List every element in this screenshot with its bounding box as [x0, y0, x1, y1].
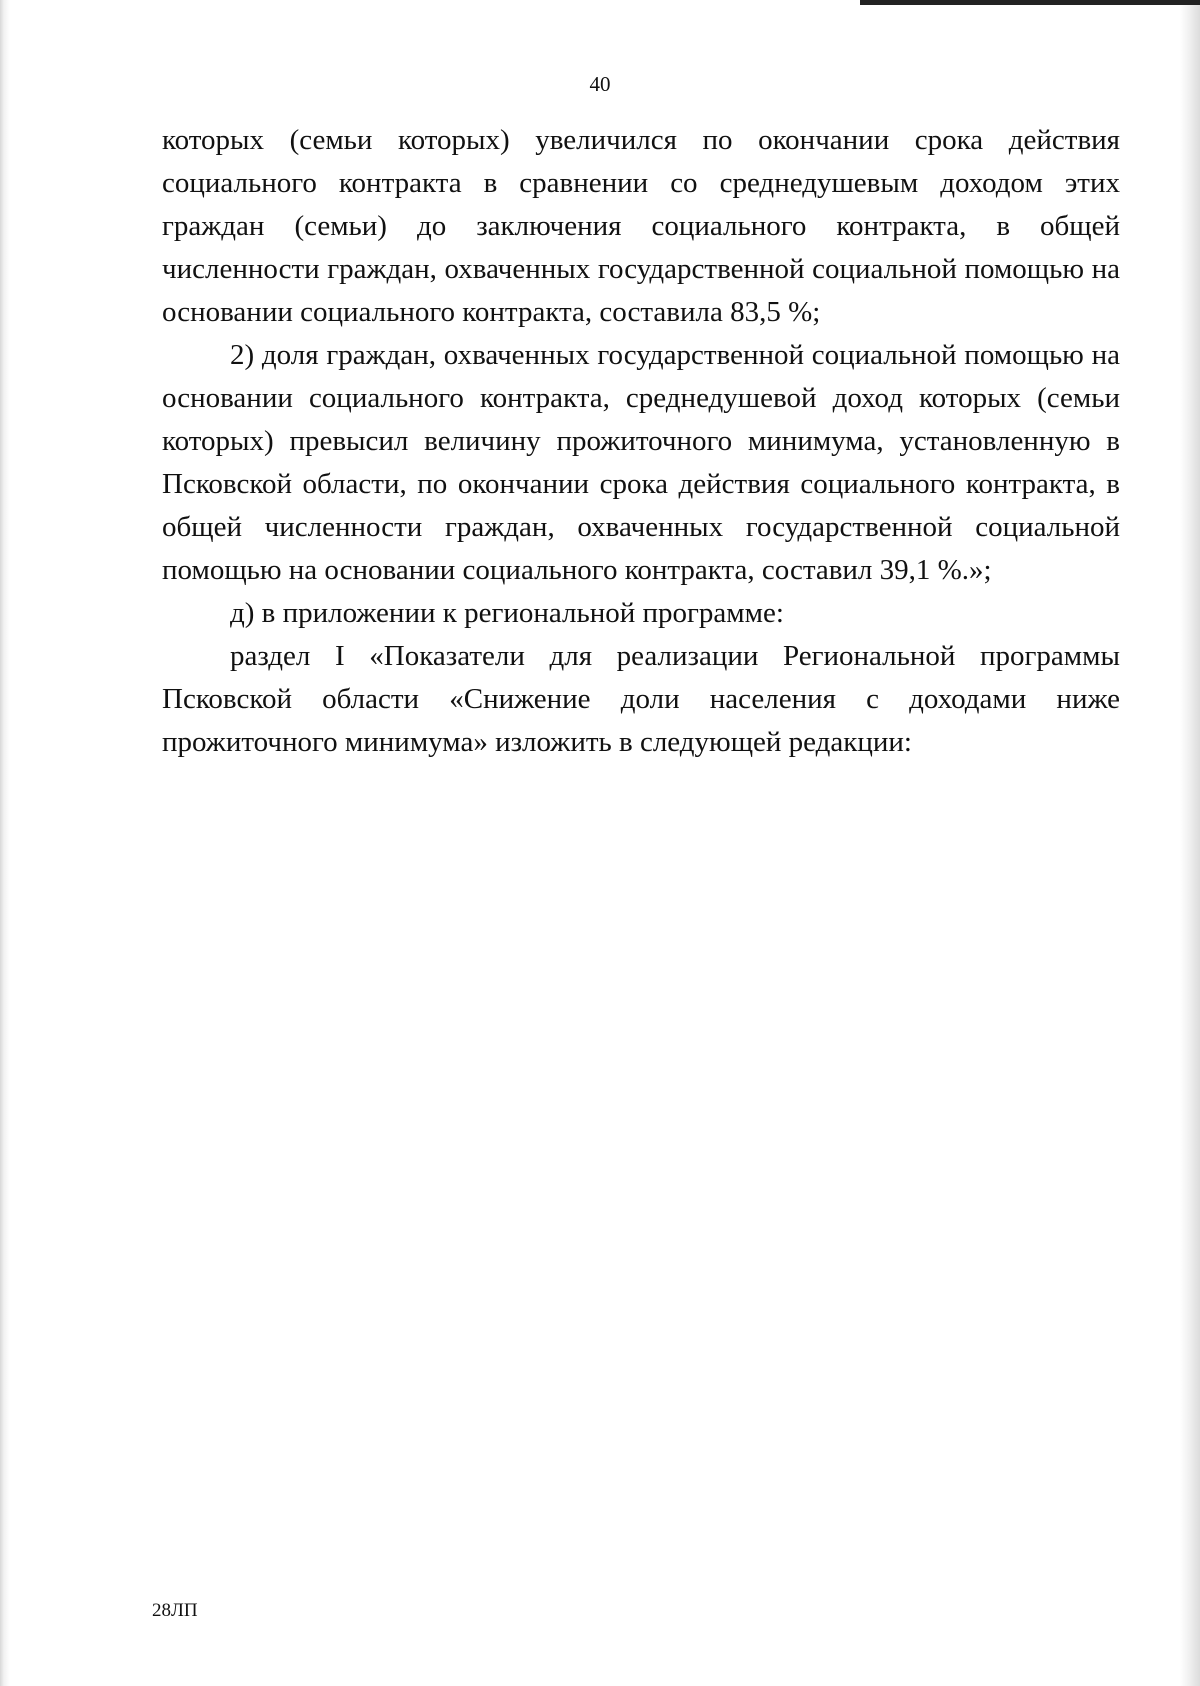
paragraph-section-i: раздел I «Показатели для реализации Региональной программы Псковской области «Снижение доли населения с доходами ниже прожиточного минимума» изложить в следующей редакции: — [162, 640, 1120, 758]
scan-edge-top — [860, 0, 1200, 5]
document-body — [162, 119, 1120, 764]
scan-edge-right — [1180, 0, 1200, 1686]
footer-code: 28ЛП — [152, 1600, 198, 1621]
page-number: 40 — [589, 72, 611, 96]
scan-edge-left — [0, 0, 10, 1686]
paragraph-continuation: которых (семьи которых) увеличился по окончании срока действия социального контракта в сравнении со среднедушевым доходом этих граждан (семьи) до заключения социального контракта, в общей численности граждан, охваченных государственной социальной помощью на основании социального контракта, составила 83,5 %; — [162, 124, 1120, 328]
paragraph-item-d: д) в приложении к региональной программе: — [230, 597, 784, 629]
paragraph-item-2: 2) доля граждан, охваченных государственной социальной помощью на основании социального контракта, среднедушевой доход которых (семьи которых) превысил величину прожиточного минимума, установленную в Псковской области, по окончании срока действия социального контракта, в общей численности граждан, охваченных государственной социальной помощью на основании социального контракта, составил 39,1 %.»; — [162, 339, 1120, 586]
